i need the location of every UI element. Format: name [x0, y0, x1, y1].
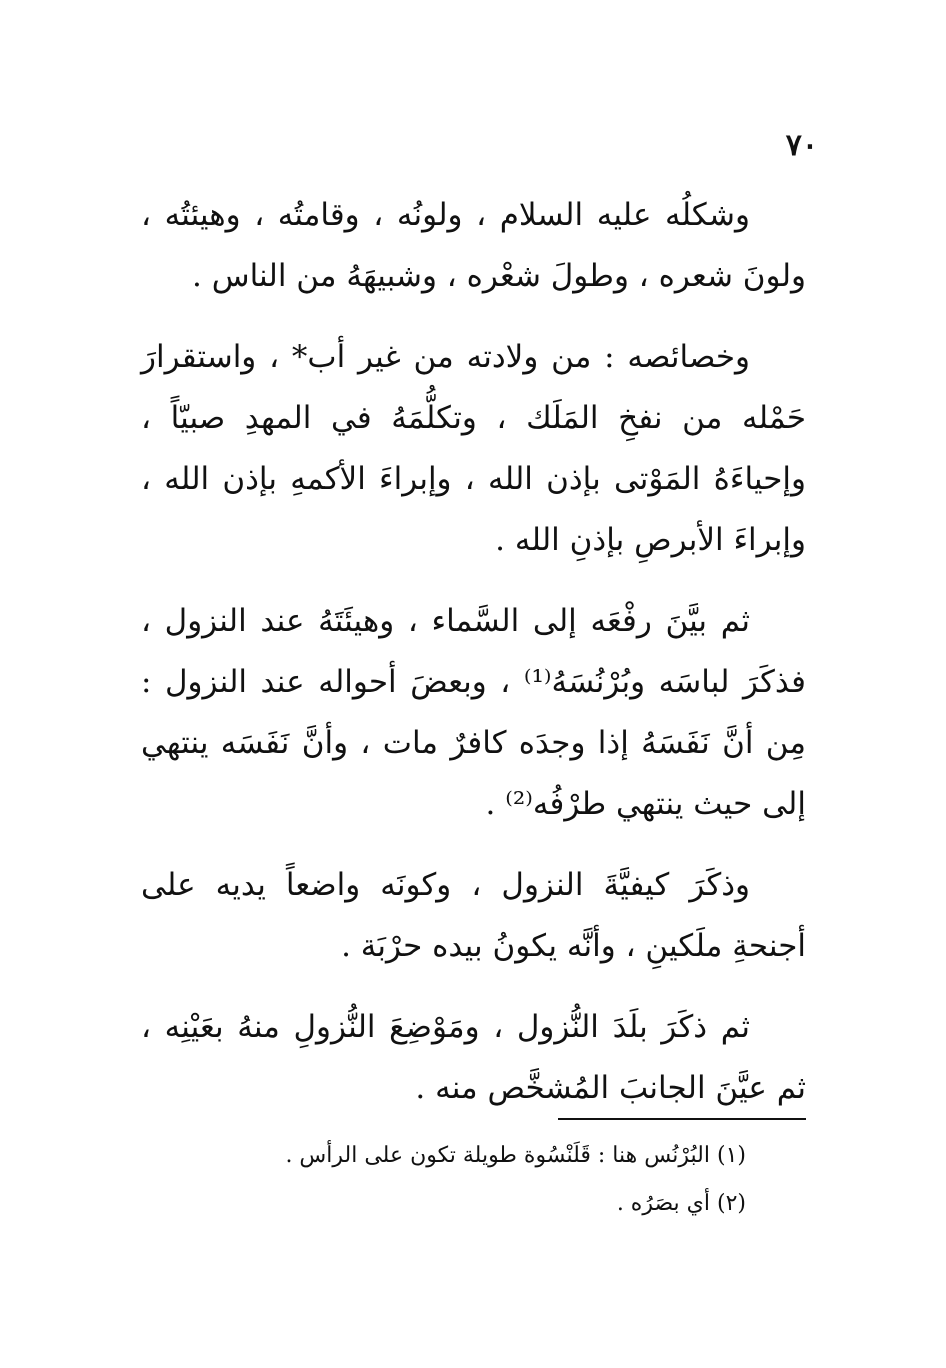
page-number: ٧٠: [785, 128, 818, 163]
body-text: [141, 185, 806, 1119]
paragraph-descent-place: ثم ذكَرَ بلَدَ النُّزول ، ومَوْضِعَ النُّزولِ منهُ بعَيْنِه ، ثم عيَّنَ الجانبَ المُشخَّص منه .: [141, 1009, 806, 1106]
footnote-divider: [558, 1118, 806, 1120]
footnote-2: (٢) أي بصَرُه .: [616, 1191, 746, 1216]
footnote-1: (١) البُرْنُس هنا : قَلَنْسُوة طويلة تكون على الرأس .: [285, 1143, 746, 1168]
paragraph-appearance: وشكلُه عليه السلام ، ولونُه ، وقامتُه ، وهيئتُه ، ولونَ شعره ، وطولَ شعْره ، وشبيهَهُ من الناس .: [141, 197, 806, 294]
paragraph-characteristics: وخصائصه : من ولادته من غير أب* ، واستقرارَ حَمْله من نفخِ المَلَك ، وتكلُّمَهُ في المهدِ صبيّاً ، وإحياءَهُ المَوْتى بإذن الله ، وإبراءَ الأكمهِ بإذن الله ، وإبراءَ الأبرصِ بإذنِ الله .: [141, 339, 806, 558]
paragraph-descent-manner: وذكَرَ كيفيَّةَ النزول ، وكونَه واضعاً يديه على أجنحةِ ملَكينِ ، وأنَّه يكونُ بيده حرْبَة .: [141, 867, 806, 964]
paragraph-ascension: ثم بيَّنَ رفْعَه إلى السَّماء ، وهيئَتَهُ عند النزول ، فذكَرَ لباسَه وبُرْنُسَهُ⁽¹⁾ ، وبعضَ أحواله عند النزول : مِن أنَّ نَفَسَهُ إذا وجدَه كافرٌ مات ، وأنَّ نَفَسَه ينتهي إلى حيث ينتهي طرْفُه⁽²⁾ .: [141, 603, 806, 822]
footnotes: [146, 1132, 746, 1228]
